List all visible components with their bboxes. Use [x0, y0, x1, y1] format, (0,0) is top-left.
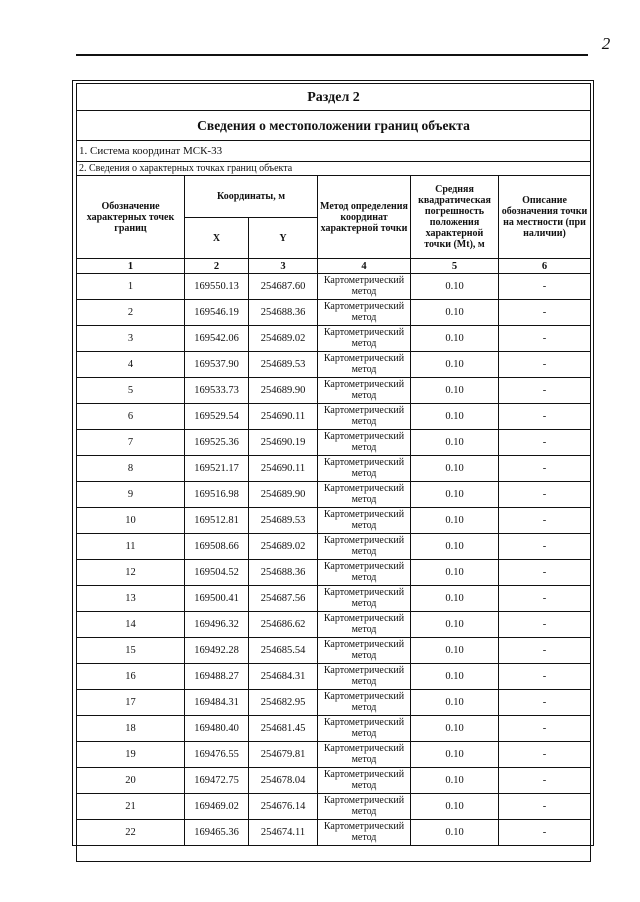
- coord-x: 169492.28: [185, 638, 249, 664]
- column-number: 1: [77, 259, 185, 274]
- method-line1: Картометрический: [323, 639, 405, 650]
- method-line1: Картометрический: [323, 379, 405, 390]
- method-line2: метод: [351, 624, 377, 635]
- method-line2: метод: [351, 728, 377, 739]
- method-line2: метод: [351, 416, 377, 427]
- page-number: 2: [601, 34, 611, 53]
- table-row: [77, 768, 591, 794]
- method-line1: Картометрический: [323, 405, 405, 416]
- point-number: 21: [77, 794, 185, 820]
- point-number: 17: [77, 690, 185, 716]
- coord-x: 169476.55: [185, 742, 249, 768]
- coord-y: 254689.90: [249, 482, 318, 508]
- method-line2: метод: [351, 572, 377, 583]
- coord-y: 254689.02: [249, 326, 318, 352]
- point-number: 6: [77, 404, 185, 430]
- description: -: [499, 716, 591, 742]
- method: [318, 456, 411, 482]
- coord-y: 254676.14: [249, 794, 318, 820]
- method: [318, 716, 411, 742]
- error-mt: 0.10: [411, 664, 499, 690]
- table-row: [77, 378, 591, 404]
- point-number: 7: [77, 430, 185, 456]
- method: [318, 534, 411, 560]
- table-row: [77, 430, 591, 456]
- point-number: 13: [77, 586, 185, 612]
- coord-x: 169504.52: [185, 560, 249, 586]
- method-line1: Картометрический: [323, 483, 405, 494]
- error-mt: 0.10: [411, 456, 499, 482]
- coord-x: 169508.66: [185, 534, 249, 560]
- table-row: [77, 456, 591, 482]
- point-number: 8: [77, 456, 185, 482]
- point-number: 20: [77, 768, 185, 794]
- table-row: [77, 274, 591, 300]
- coord-x: 169480.40: [185, 716, 249, 742]
- coord-x: 169512.81: [185, 508, 249, 534]
- method-line2: метод: [351, 468, 377, 479]
- coord-x: 169484.31: [185, 690, 249, 716]
- coord-y: 254681.45: [249, 716, 318, 742]
- column-number: 4: [318, 259, 411, 274]
- coord-y: 254690.11: [249, 456, 318, 482]
- method-line2: метод: [351, 546, 377, 557]
- point-number: 12: [77, 560, 185, 586]
- coord-x: 169521.17: [185, 456, 249, 482]
- point-number: 9: [77, 482, 185, 508]
- method: [318, 326, 411, 352]
- description: -: [499, 534, 591, 560]
- points-section-label: 2. Сведения о характерных точках границ объекта: [77, 162, 591, 176]
- method-line1: Картометрический: [323, 431, 405, 442]
- error-mt: 0.10: [411, 690, 499, 716]
- description: -: [499, 326, 591, 352]
- table-row: [77, 326, 591, 352]
- method: [318, 768, 411, 794]
- table-row: [77, 404, 591, 430]
- coordinate-system: 1. Система координат МСК-33: [77, 141, 591, 162]
- coord-x: 169469.02: [185, 794, 249, 820]
- coord-y: 254689.90: [249, 378, 318, 404]
- method: [318, 638, 411, 664]
- method-line1: Картометрический: [323, 327, 405, 338]
- coord-y: 254687.60: [249, 274, 318, 300]
- error-mt: 0.10: [411, 586, 499, 612]
- method-line1: Картометрический: [323, 743, 405, 754]
- description: -: [499, 820, 591, 846]
- section-subtitle: Сведения о местоположении границ объекта: [77, 111, 591, 141]
- point-number: 10: [77, 508, 185, 534]
- coord-x: 169465.36: [185, 820, 249, 846]
- method-line1: Картометрический: [323, 691, 405, 702]
- method: [318, 352, 411, 378]
- table-row: [77, 612, 591, 638]
- table-row: [77, 300, 591, 326]
- header-description: Описание обозначения точки на местности (при наличии): [499, 176, 591, 259]
- method-line2: метод: [351, 832, 377, 843]
- method-line1: Картометрический: [323, 457, 405, 468]
- coord-x: 169550.13: [185, 274, 249, 300]
- method-line2: метод: [351, 676, 377, 687]
- description: -: [499, 690, 591, 716]
- column-number: 5: [411, 259, 499, 274]
- table-row: [77, 664, 591, 690]
- coord-y: 254688.36: [249, 560, 318, 586]
- coord-x: 169496.32: [185, 612, 249, 638]
- coord-x: 169529.54: [185, 404, 249, 430]
- coord-y: 254685.54: [249, 638, 318, 664]
- boundary-points-table: [76, 83, 591, 862]
- point-number: 22: [77, 820, 185, 846]
- method-line2: метод: [351, 442, 377, 453]
- method-line1: Картометрический: [323, 821, 405, 832]
- coord-x: 169533.73: [185, 378, 249, 404]
- column-number: 6: [499, 259, 591, 274]
- method-line2: метод: [351, 650, 377, 661]
- method: [318, 378, 411, 404]
- method-line1: Картометрический: [323, 509, 405, 520]
- coord-x: 169516.98: [185, 482, 249, 508]
- error-mt: 0.10: [411, 820, 499, 846]
- point-number: 1: [77, 274, 185, 300]
- method-line2: метод: [351, 598, 377, 609]
- method-line2: метод: [351, 364, 377, 375]
- description: -: [499, 664, 591, 690]
- table-row: [77, 482, 591, 508]
- method: [318, 482, 411, 508]
- method-line2: метод: [351, 286, 377, 297]
- method: [318, 794, 411, 820]
- table-row: [77, 534, 591, 560]
- table-row: [77, 820, 591, 846]
- description: -: [499, 560, 591, 586]
- error-mt: 0.10: [411, 768, 499, 794]
- coord-y: 254689.53: [249, 352, 318, 378]
- table-row: [77, 638, 591, 664]
- error-mt: 0.10: [411, 534, 499, 560]
- method-line1: Картометрический: [323, 587, 405, 598]
- method-line1: Картометрический: [323, 301, 405, 312]
- coord-y: 254678.04: [249, 768, 318, 794]
- description: -: [499, 612, 591, 638]
- error-mt: 0.10: [411, 430, 499, 456]
- error-mt: 0.10: [411, 274, 499, 300]
- description: -: [499, 768, 591, 794]
- coord-y: 254689.02: [249, 534, 318, 560]
- empty-row: [77, 846, 591, 862]
- description: -: [499, 352, 591, 378]
- column-number: 3: [249, 259, 318, 274]
- coord-y: 254686.62: [249, 612, 318, 638]
- description: -: [499, 404, 591, 430]
- coord-y: 254690.19: [249, 430, 318, 456]
- description: -: [499, 508, 591, 534]
- method: [318, 560, 411, 586]
- error-mt: 0.10: [411, 612, 499, 638]
- header-rule: [76, 54, 588, 56]
- method-line1: Картометрический: [323, 717, 405, 728]
- error-mt: 0.10: [411, 378, 499, 404]
- method: [318, 586, 411, 612]
- description: -: [499, 482, 591, 508]
- column-number: 2: [185, 259, 249, 274]
- method: [318, 742, 411, 768]
- coord-x: 169537.90: [185, 352, 249, 378]
- error-mt: 0.10: [411, 638, 499, 664]
- method-line1: Картометрический: [323, 665, 405, 676]
- method-line1: Картометрический: [323, 795, 405, 806]
- method-line2: метод: [351, 338, 377, 349]
- coord-x: 169546.19: [185, 300, 249, 326]
- error-mt: 0.10: [411, 482, 499, 508]
- coord-y: 254687.56: [249, 586, 318, 612]
- point-number: 5: [77, 378, 185, 404]
- coord-x: 169525.36: [185, 430, 249, 456]
- table-row: [77, 690, 591, 716]
- method: [318, 690, 411, 716]
- point-number: 19: [77, 742, 185, 768]
- empty-cell: [77, 846, 591, 862]
- method-line2: метод: [351, 702, 377, 713]
- method-line2: метод: [351, 390, 377, 401]
- header-point-designation: Обозначение характерных точек границ: [77, 176, 185, 259]
- method: [318, 820, 411, 846]
- header-error: Средняя квадратическая погрешность положения характерной точки (Mt), м: [411, 176, 499, 259]
- table-row: [77, 794, 591, 820]
- method-line2: метод: [351, 520, 377, 531]
- description: -: [499, 742, 591, 768]
- table-row: [77, 742, 591, 768]
- error-mt: 0.10: [411, 716, 499, 742]
- method: [318, 404, 411, 430]
- coord-x: 169542.06: [185, 326, 249, 352]
- header-coordinates: Координаты, м: [185, 176, 318, 218]
- coord-y: 254689.53: [249, 508, 318, 534]
- header-x: X: [185, 218, 249, 259]
- method: [318, 430, 411, 456]
- description: -: [499, 274, 591, 300]
- description: -: [499, 638, 591, 664]
- point-number: 16: [77, 664, 185, 690]
- method: [318, 664, 411, 690]
- coord-x: 169488.27: [185, 664, 249, 690]
- coord-y: 254682.95: [249, 690, 318, 716]
- description: -: [499, 378, 591, 404]
- method-line1: Картометрический: [323, 769, 405, 780]
- table-row: [77, 508, 591, 534]
- coord-x: 169500.41: [185, 586, 249, 612]
- description: -: [499, 430, 591, 456]
- method: [318, 612, 411, 638]
- error-mt: 0.10: [411, 326, 499, 352]
- description: -: [499, 300, 591, 326]
- method-line2: метод: [351, 806, 377, 817]
- table-row: [77, 352, 591, 378]
- header-method: Метод определения координат характерной точки: [318, 176, 411, 259]
- method-line1: Картометрический: [323, 535, 405, 546]
- description: -: [499, 586, 591, 612]
- point-number: 2: [77, 300, 185, 326]
- method: [318, 508, 411, 534]
- error-mt: 0.10: [411, 352, 499, 378]
- coord-y: 254690.11: [249, 404, 318, 430]
- error-mt: 0.10: [411, 404, 499, 430]
- error-mt: 0.10: [411, 300, 499, 326]
- table-row: [77, 586, 591, 612]
- coord-y: 254674.11: [249, 820, 318, 846]
- coord-y: 254684.31: [249, 664, 318, 690]
- method-line2: метод: [351, 494, 377, 505]
- coord-x: 169472.75: [185, 768, 249, 794]
- error-mt: 0.10: [411, 742, 499, 768]
- point-number: 15: [77, 638, 185, 664]
- error-mt: 0.10: [411, 508, 499, 534]
- method: [318, 274, 411, 300]
- table-row: [77, 716, 591, 742]
- error-mt: 0.10: [411, 794, 499, 820]
- method-line2: метод: [351, 754, 377, 765]
- header-y: Y: [249, 218, 318, 259]
- method: [318, 300, 411, 326]
- point-number: 3: [77, 326, 185, 352]
- point-number: 18: [77, 716, 185, 742]
- method-line1: Картометрический: [323, 613, 405, 624]
- error-mt: 0.10: [411, 560, 499, 586]
- method-line1: Картометрический: [323, 275, 405, 286]
- coord-y: 254688.36: [249, 300, 318, 326]
- point-number: 14: [77, 612, 185, 638]
- method-line1: Картометрический: [323, 353, 405, 364]
- description: -: [499, 794, 591, 820]
- section-title: Раздел 2: [77, 84, 591, 111]
- point-number: 4: [77, 352, 185, 378]
- method-line2: метод: [351, 312, 377, 323]
- table-row: [77, 560, 591, 586]
- method-line1: Картометрический: [323, 561, 405, 572]
- method-line2: метод: [351, 780, 377, 791]
- point-number: 11: [77, 534, 185, 560]
- coord-y: 254679.81: [249, 742, 318, 768]
- description: -: [499, 456, 591, 482]
